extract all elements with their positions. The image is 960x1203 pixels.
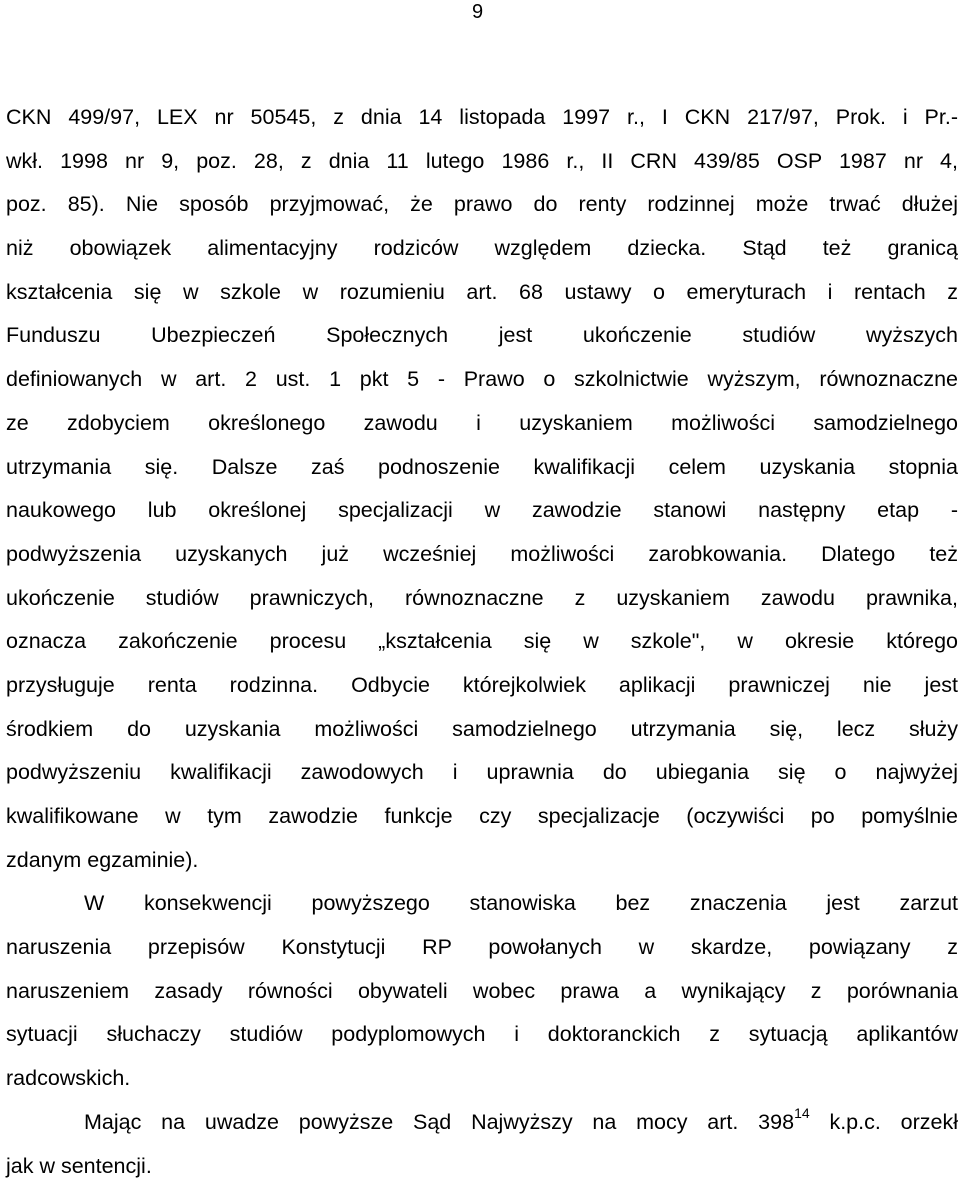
text-line bbox=[6, 1101, 958, 1145]
closing-text-start: Mając na uwadze powyższe Sąd Najwyższy na mocy art. 398 bbox=[84, 1109, 795, 1134]
text-line: podwyższenia uzyskanych już wcześniej możliwości zarobkowania. Dlatego też bbox=[6, 541, 958, 566]
text-line: kwalifikowane w tym zawodzie funkcje czy specjalizacje (oczywiści po pomyślnie bbox=[6, 804, 958, 828]
text-line: zdanym egzaminie). bbox=[6, 847, 199, 872]
paragraph-3 bbox=[6, 1101, 958, 1188]
text-line: naruszeniem zasady równości obywateli wobec prawa a wynikający z porównania bbox=[6, 978, 958, 1003]
text-line: radcowskich. bbox=[6, 1066, 131, 1091]
superscript: 14 bbox=[794, 1104, 810, 1121]
paragraph-2 bbox=[6, 882, 958, 1100]
text-line: Funduszu Ubezpieczeń Społecznych jest ukończenie studiów wyższych bbox=[6, 323, 958, 348]
text-line: naruszenia przepisów Konstytucji RP powołanych w skardze, powiązany z bbox=[6, 935, 958, 960]
text-line: wkł. 1998 nr 9, poz. 28, z dnia 11 lutego 1986 r., II CRN 439/85 OSP 1987 nr 4, bbox=[6, 148, 958, 173]
text-line: kształcenia się w szkole w rozumieniu art. 68 ustawy o emeryturach i rentach z bbox=[6, 279, 958, 304]
text-line: ukończenie studiów prawniczych, równoznaczne z uzyskaniem zawodu prawnika, bbox=[6, 585, 958, 610]
text-line: środkiem do uzyskania możliwości samodzielnego utrzymania się, lecz służy bbox=[6, 716, 958, 741]
text-line: definiowanych w art. 2 ust. 1 pkt 5 - Prawo o szkolnictwie wyższym, równoznaczne bbox=[6, 367, 958, 392]
document-body bbox=[6, 96, 958, 1188]
closing-text-end: k.p.c. orzekł bbox=[809, 1109, 958, 1134]
text-line: oznacza zakończenie procesu „kształcenia się w szkole", w okresie którego bbox=[6, 629, 958, 654]
text-line: ze zdobyciem określonego zawodu i uzyskaniem możliwości samodzielnego bbox=[6, 410, 958, 435]
text-line: przysługuje renta rodzinna. Odbycie którejkolwiek aplikacji prawniczej nie jest bbox=[6, 672, 958, 697]
text-line: CKN 499/97, LEX nr 50545, z dnia 14 listopada 1997 r., I CKN 217/97, Prok. i Pr.- bbox=[6, 105, 958, 129]
text-line: jak w sentencji. bbox=[6, 1153, 152, 1178]
text-line: utrzymania się. Dalsze zaś podnoszenie kwalifikacji celem uzyskania stopnia bbox=[6, 454, 958, 479]
text-line: naukowego lub określonej specjalizacji w zawodzie stanowi następny etap - bbox=[6, 498, 958, 523]
paragraph-1 bbox=[6, 96, 958, 882]
page-number: 9 bbox=[472, 1, 484, 23]
text-line: sytuacji słuchaczy studiów podyplomowych i doktoranckich z sytuacją aplikantów bbox=[6, 1022, 958, 1047]
text-line: niż obowiązek alimentacyjny rodziców względem dziecka. Stąd też granicą bbox=[6, 236, 958, 261]
text-line: W konsekwencji powyższego stanowiska bez znaczenia jest zarzut bbox=[84, 891, 958, 916]
text-line: podwyższeniu kwalifikacji zawodowych i uprawnia do ubiegania się o najwyżej bbox=[6, 760, 958, 785]
text-line: poz. 85). Nie sposób przyjmować, że prawo do renty rodzinnej może trwać dłużej bbox=[6, 192, 958, 217]
